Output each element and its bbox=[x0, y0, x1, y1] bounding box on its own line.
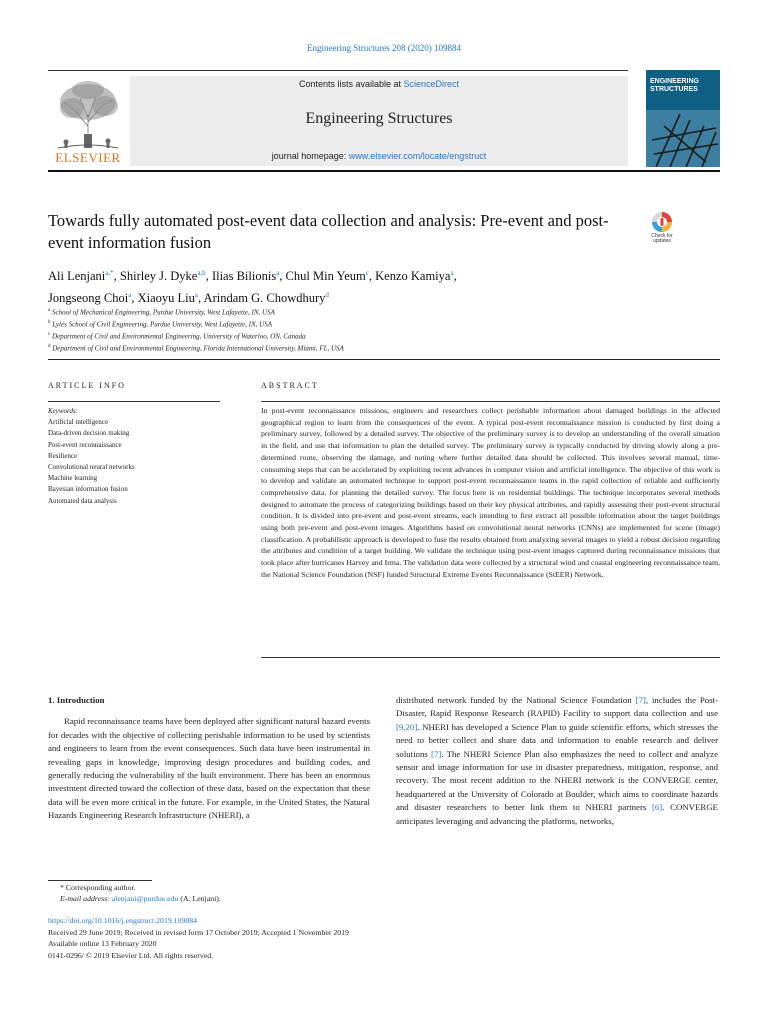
intro-paragraph-right: distributed network funded by the National Science Foundation [7], includes the Post-Disaster, Rapid Response Research (RAPID) Facility to support data collection and use [9,20]. NHERI has developed a Science Plan to guide scientific efforts, which stresses the need to better collect and share data and information to enable research and deliver solutions [7]. The NHERI Science Plan also emphasizes the need to collect and analyze sensor and image information for use in disaster preparedness, mitigation, response, and recovery. The most recent addition to the NHERI network is the CONVERGE center, headquartered at the University of Colorado at Boulder, which aims to coordinate hazards and disaster researchers to better link them to NHERI partners [6]. CONVERGE anticipates leveraging and advancing the platforms, networks, bbox=[396, 695, 718, 826]
check-for-updates-badge[interactable] bbox=[644, 210, 680, 252]
sciencedirect-link[interactable]: ScienceDirect bbox=[403, 79, 460, 89]
corresponding-author-note: * Corresponding author. bbox=[60, 883, 136, 892]
keyword-item: Convolutional neural networks bbox=[48, 463, 135, 472]
author-5[interactable]: Kenzo Kamiya$^a$ bbox=[375, 269, 454, 284]
header-rule bbox=[48, 359, 720, 360]
cover-title bbox=[650, 78, 716, 94]
masthead-bottom-rule bbox=[48, 170, 720, 172]
crossmark-icon bbox=[644, 210, 680, 234]
crossmark-label: Check for updates bbox=[651, 233, 673, 244]
author-2[interactable]: Shirley J. Dyke$^{a,b}$ bbox=[119, 269, 206, 284]
intro-heading: 1. Introduction bbox=[48, 695, 105, 705]
copyright: 0141-0296/ © 2019 Elsevier Ltd. All rights reserved. bbox=[48, 950, 214, 960]
keyword-item: Data-driven decision making bbox=[48, 429, 130, 438]
affiliation-b: $^b$ Lyles School of Civil Engineering, Purdue University, West Lafayette, IN, USA bbox=[48, 320, 272, 329]
author-7[interactable]: Xiaoyu Liu$^a$ bbox=[137, 291, 198, 306]
author-4[interactable]: Chul Min Yeum$^c$ bbox=[285, 269, 369, 284]
homepage-line bbox=[130, 151, 628, 161]
citation-link[interactable]: [6] bbox=[651, 802, 663, 813]
keyword-item: Bayesian information fusion bbox=[48, 485, 128, 494]
elsevier-wordmark: ELSEVIER bbox=[55, 150, 121, 165]
publication-info bbox=[48, 915, 548, 961]
affiliation-d: $^d$ Department of Civil and Environmental Engineering, Florida International University, Miami, FL, USA bbox=[48, 344, 344, 353]
contents-line bbox=[130, 79, 628, 89]
keyword-item: Post-event reconnaissance bbox=[48, 440, 122, 449]
abstract-label: ABSTRACT bbox=[261, 381, 319, 390]
footnotes bbox=[48, 882, 448, 904]
article-info-rule bbox=[48, 401, 220, 402]
masthead bbox=[48, 70, 720, 172]
keyword-item: Artificial intelligence bbox=[48, 418, 109, 427]
homepage-link[interactable]: www.elsevier.com/locate/engstruct bbox=[348, 151, 487, 161]
email-label: E-mail address: bbox=[60, 894, 112, 903]
cover-title-line1: ENGINEERING bbox=[650, 78, 700, 85]
email-suffix: (A. Lenjani). bbox=[178, 894, 221, 903]
received-dates: Received 29 June 2019; Received in revised form 17 October 2019; Accepted 1 November 2019 bbox=[48, 927, 349, 937]
keyword-item: Automated data analysis bbox=[48, 496, 117, 505]
abstract-rule bbox=[261, 401, 720, 402]
available-online: Available online 13 February 2020 bbox=[48, 939, 157, 949]
citation-link[interactable]: [9,20] bbox=[396, 721, 418, 732]
keyword-item: Resilience bbox=[48, 451, 78, 460]
intro-right-column bbox=[396, 694, 718, 828]
article-info-label: ARTICLE INFO bbox=[48, 381, 126, 390]
affiliation-c: $^c$ Department of Civil and Environmental Engineering, University of Waterloo, ON, Canada bbox=[48, 332, 306, 341]
affiliation-a: $^a$ School of Mechanical Engineering, Purdue University, West Lafayette, IN, USA bbox=[48, 308, 275, 317]
keyword-item: Machine learning bbox=[48, 474, 98, 483]
author-6[interactable]: Jongseong Choi$^a$ bbox=[48, 291, 132, 306]
email-link[interactable]: alenjani@purdue.edu bbox=[111, 894, 179, 903]
citation-link[interactable]: [7] bbox=[635, 695, 646, 705]
author-1[interactable]: Ali Lenjani$^{a,*}$ bbox=[48, 269, 114, 284]
intro-paragraph-left: Rapid reconnaissance teams have been deployed after significant natural hazard events for decades with the objective of collecting perishable information to be used by scientists and engineers to learn from the event consequences. Such data have been instrumental in revealing gaps in knowledge, improving design procedures and building codes, and generally reducing the vulnerability of the built environment. There has been an enormous investment directed toward the collection of these data, based on the expectation that these data will be even more critical in the future. For example, in the United States, the Natural Hazards Engineering Research Infrastructure (NHERI), a bbox=[48, 716, 370, 821]
email-note bbox=[48, 893, 448, 904]
masthead-banner bbox=[130, 76, 628, 166]
paper-title: Towards fully automated post-event data collection and analysis: Pre-event and post-event information fusion bbox=[48, 211, 609, 252]
doi-link[interactable]: https://doi.org/10.1016/j.engstruct.2019.109884 bbox=[48, 916, 198, 925]
journal-reference[interactable]: Engineering Structures 208 (2020) 109884 bbox=[307, 43, 461, 53]
footnote-rule bbox=[48, 880, 152, 881]
author-3[interactable]: Ilias Bilionis$^a$ bbox=[211, 269, 280, 284]
journal-cover-image[interactable] bbox=[646, 70, 720, 167]
author-list: Ali Lenjani$^{a,*}$, Shirley J. Dyke$^{a,b}$, Ilias Bilionis$^a$, Chul Min Yeum$^c$, Kenzo Kamiya$^a$, Jongseong Choi$^a$, Xiaoyu Liu$^a$, Arindam G. Chowdhury$^d$ bbox=[48, 269, 457, 306]
cover-title-line2: STRUCTURES bbox=[650, 86, 698, 93]
keywords-label: Keywords: bbox=[48, 407, 79, 415]
abstract-text: In post-event reconnaissance missions, engineers and researchers collect perishable information about damaged buildings in the affected geographical region to learn from the consequences of the event. A typical post-event reconnaissance mission is conducted by first doing a preliminary survey, followed by a detailed survey. The objective of the preliminary survey is to develop an understanding of the overall situation in the field, and use that information to plan the detailed survey. The preliminary survey is typically conducted by driving slowly along a pre-determined route, observing the damage, and noting where further detailed data should be collected. This involves several manual, time-consuming steps that can be accelerated by exploiting recent advances in computer vision and artificial intelligence. The objective of this work is to develop and validate an automated technique to support post-event reconnaissance teams in the rapid collection of reliable and sufficiently comprehensive data, for planning the detailed survey. The focus here is on residential buildings. The technique incorporates several methods designed to automate the process of categorizing buildings based on their key physical attributes, and rapidly assessing their post-event structural condition. It is divided into pre-event and post-event streams, each intending to first extract all possible information about the target buildings using both pre-event and post-event images. Algorithms based on convolutional neural networks (CNNs) are implemented for scene (image) classification. A probabilistic approach is developed to fuse the results obtained from analyzing several images to yield a robust decision regarding the attributes and condition of a target building. We validate the technique using post-event images captured during reconnaissance missions that took place after hurricanes Harvey and Irma. The validation data were collected by a structural wind and coastal engineering reconnaissance team, the National Science Foundation (NSF) funded Structural Extreme Events Reconnaissance (StEER) Network. bbox=[261, 406, 720, 579]
masthead-top-rule bbox=[48, 70, 628, 71]
journal-name: Engineering Structures bbox=[305, 110, 453, 127]
homepage-prefix: journal homepage: bbox=[271, 151, 349, 161]
contents-prefix: Contents lists available at bbox=[298, 79, 404, 89]
keywords-block bbox=[48, 406, 220, 507]
citation-link[interactable]: [7] bbox=[431, 748, 442, 759]
author-8[interactable]: Arindam G. Chowdhury$^d$ bbox=[203, 291, 329, 306]
abstract-bottom-rule bbox=[261, 657, 720, 658]
affiliations bbox=[48, 306, 668, 355]
intro-left-column bbox=[48, 694, 370, 823]
